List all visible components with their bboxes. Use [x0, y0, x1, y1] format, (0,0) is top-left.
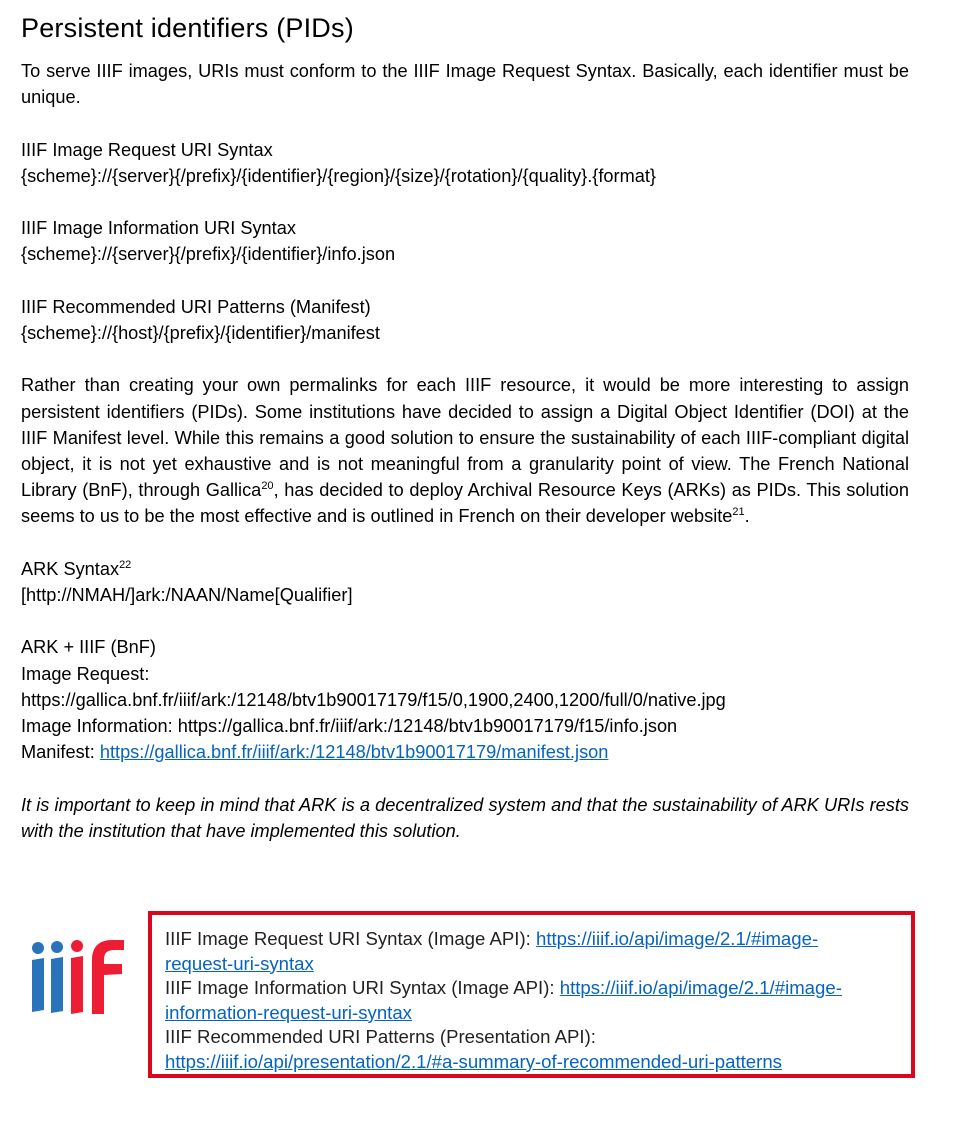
footnote-ref-22[interactable]: 22 [119, 558, 132, 571]
manifest-pattern-label: IIIF Recommended URI Patterns (Manifest) [21, 296, 371, 317]
reference-box [148, 911, 915, 1078]
manifest-line: Manifest: https://gallica.bnf.fr/iiif/ark:/12148/btv1b90017179/manifest.json [21, 742, 609, 763]
image-info-api-link[interactable]: https://iiif.io/api/image/2.1/#image- [559, 977, 842, 998]
iiif-logo-icon [30, 938, 126, 1022]
manifest-link[interactable]: https://gallica.bnf.fr/iiif/ark:/12148/btv1b90017179/manifest.json [99, 742, 609, 763]
footnote-ref-21[interactable]: 21 [732, 506, 745, 519]
image-info-syntax-pattern: {scheme}://{server}{/prefix}/{identifier}/info.json [21, 244, 396, 265]
image-request-api-link[interactable]: https://iiif.io/api/image/2.1/#image- [536, 928, 819, 949]
reference-section [0, 910, 974, 1090]
presentation-api-link[interactable]: https://iiif.io/api/presentation/2.1/#a-summary-of-recommended-uri-patterns [165, 1050, 782, 1072]
page-title: Persistent identifiers (PIDs) [21, 13, 354, 43]
ark-syntax-pattern: [http://NMAH/]ark:/NAAN/Name[Qualifier] [21, 584, 353, 605]
ark-note: It is important to keep in mind that ARK is a decentralized system and that the sustainability of ARK URIs rests with the institution that have implemented this solution. [21, 794, 909, 841]
image-info-api-link-cont[interactable]: information-request-uri-syntax [165, 1001, 412, 1023]
image-request-url: https://gallica.bnf.fr/iiif/ark:/12148/btv1b90017179/f15/0,1900,2400,1200/full/0/native.jpg [21, 689, 726, 710]
image-request-syntax-label: IIIF Image Request URI Syntax [21, 139, 273, 160]
manifest-pattern: {scheme}://{host}/{prefix}/{identifier}/manifest [21, 322, 380, 343]
ark-syntax-label: ARK Syntax$^{22}$ [21, 558, 132, 579]
image-request-api-link-cont[interactable]: request-uri-syntax [165, 952, 314, 974]
footnote-ref-20[interactable]: 20 [261, 480, 274, 493]
reference-item: IIIF Recommended URI Patterns (Presentation API): https://iiif.io/api/presentation/2.1/#a-summary-of-recommended-uri-patterns [165, 1026, 782, 1072]
pid-paragraph: Rather than creating your own permalinks for each IIIF resource, it would be more interesting to assign persistent identifiers (PIDs). Some institutions have decided to assign a Digital Object Identifier (DOI) at the IIIF Manifest level. While this remains a good solution to ensure the sustainability of each IIIF-compliant digital object, it is not yet exhaustive and is not meaningful from a granularity point of view. The French National Library (BnF), through Gallica$^{20}$, has decided to deploy Archival Resource Keys (ARKs) as PIDs. This solution seems to us to be the most effective and is outlined in French on their developer website$^{21}$. [21, 375, 909, 527]
image-request-syntax-pattern: {scheme}://{server}{/prefix}/{identifier}/{region}/{size}/{rotation}/{quality}.{format} [21, 165, 656, 186]
reference-item: IIIF Image Information URI Syntax (Image API): https://iiif.io/api/image/2.1/#image- information-request-uri-syntax [165, 977, 842, 1023]
reference-item: IIIF Image Request URI Syntax (Image API): https://iiif.io/api/image/2.1/#image- request-uri-syntax [165, 928, 819, 974]
intro-paragraph: To serve IIIF images, URIs must conform to the IIIF Image Request Syntax. Basically, each identifier must be unique. [21, 61, 909, 108]
document-body [21, 58, 909, 844]
document-page [21, 0, 909, 844]
image-info-url: https://gallica.bnf.fr/iiif/ark:/12148/btv1b90017179/f15/info.json [177, 715, 678, 736]
ark-iiif-heading: ARK + IIIF (BnF) [21, 637, 156, 658]
image-info-syntax-label: IIIF Image Information URI Syntax [21, 218, 296, 239]
image-info-line: Image Information: https://gallica.bnf.fr/iiif/ark:/12148/btv1b90017179/f15/info.json [21, 715, 678, 736]
image-request-label: Image Request: [21, 663, 150, 684]
